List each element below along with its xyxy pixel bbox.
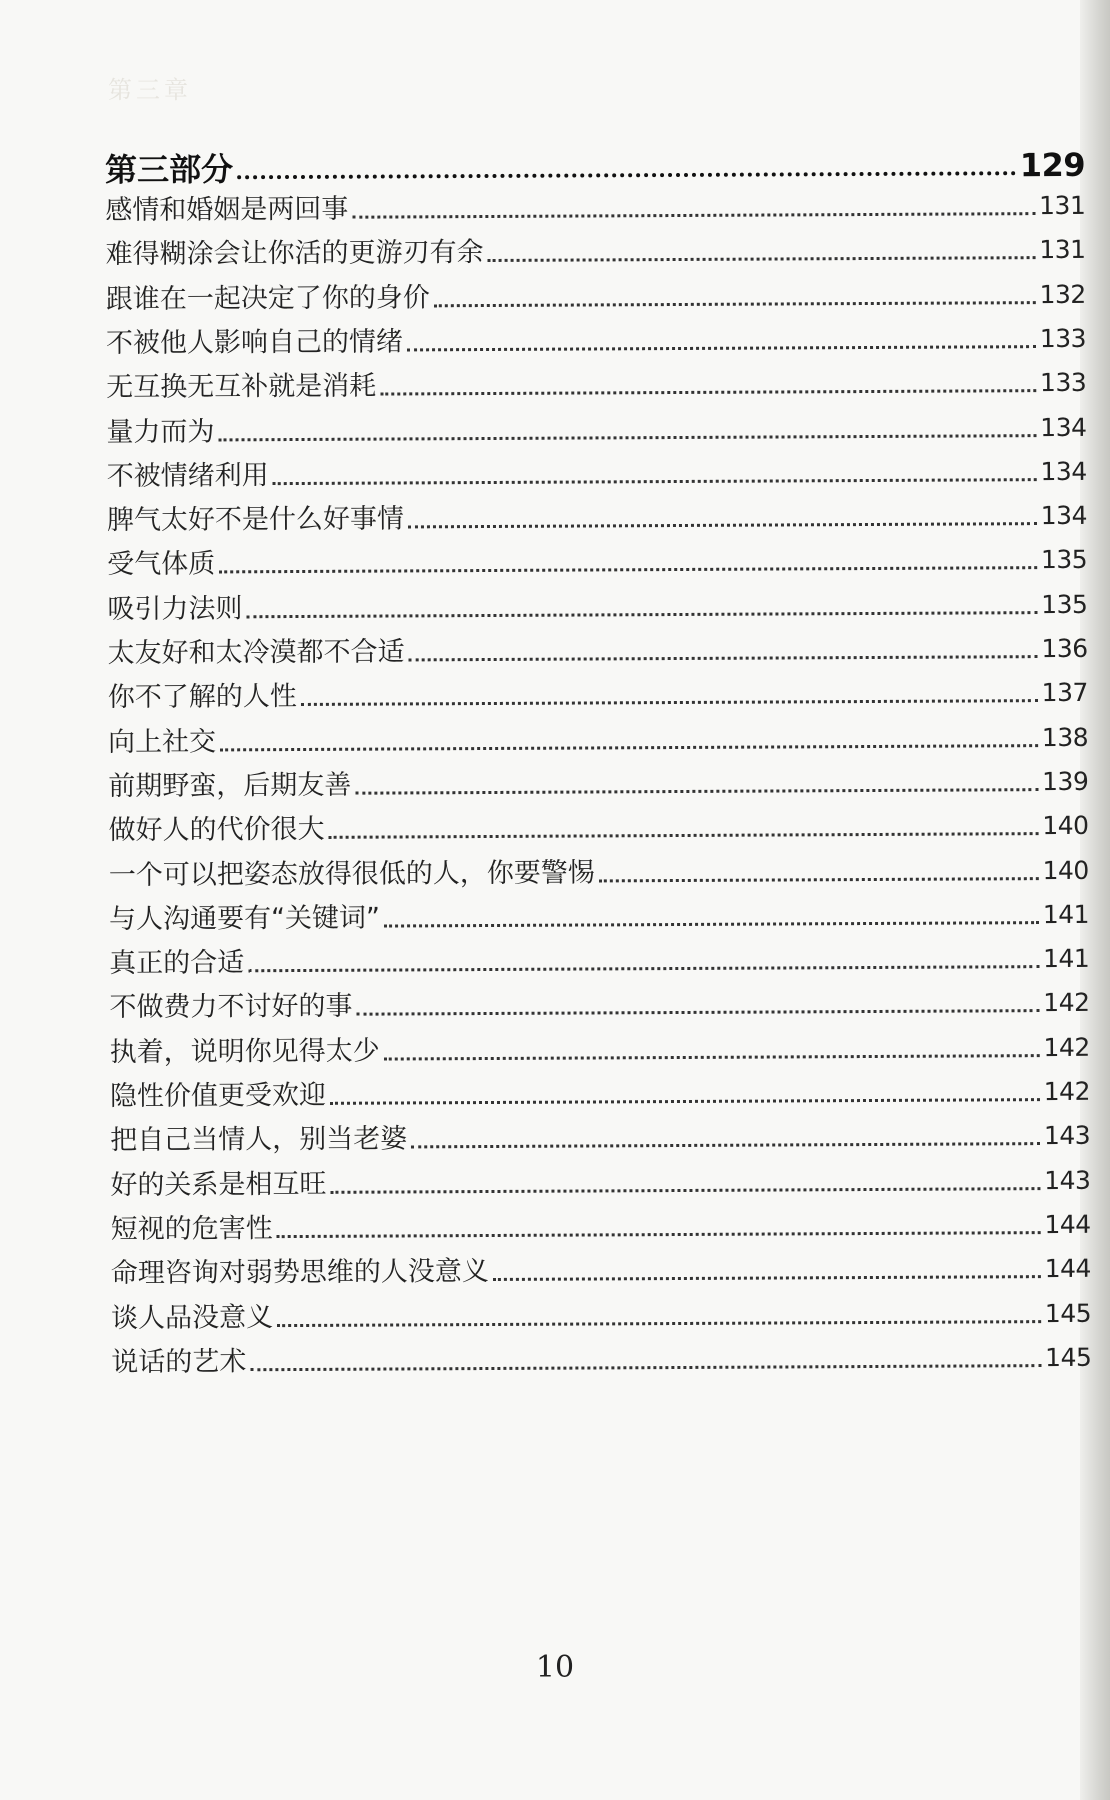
toc-entry-page-number: 135 (1041, 589, 1088, 619)
toc-entry-title: 跟谁在一起决定了你的身价 (105, 281, 430, 315)
toc-entry-page-number: 143 (1044, 1165, 1091, 1195)
toc-entry-title: 谈人品没意义 (111, 1301, 274, 1334)
toc-entry-title: 短视的危害性 (110, 1213, 273, 1245)
toc-entry (106, 322, 1086, 361)
toc-entry (106, 277, 1086, 316)
toc-entry-title: 你不了解的人性 (107, 681, 297, 714)
toc-entry (111, 1341, 1091, 1380)
dot-leader (220, 744, 1038, 751)
toc-entry-page-number: 132 (1039, 279, 1086, 309)
toc-entry (109, 942, 1089, 981)
dot-leader (408, 522, 1037, 528)
toc-entry-title: 把自己当情人，别当老婆 (110, 1123, 408, 1157)
toc-entry (105, 233, 1085, 272)
toc-entry (108, 676, 1088, 715)
toc-entry-title: 前期野蛮，后期友善 (108, 769, 352, 802)
toc-entry-title: 好的关系是相互旺 (110, 1168, 327, 1201)
toc-entry-page-number: 143 (1043, 1121, 1091, 1151)
dot-leader (599, 877, 1039, 882)
dot-leader (301, 699, 1038, 706)
toc-entry-title: 吸引力法则 (107, 592, 243, 625)
dot-leader (407, 345, 1036, 351)
toc-entry-page-number: 139 (1042, 766, 1089, 796)
toc-entry-page-number: 134 (1040, 500, 1088, 531)
toc-entry (107, 588, 1087, 627)
toc-entry-title: 一个可以把姿态放得很低的人，你要警惕 (108, 856, 595, 891)
toc-entry-title: 与人沟通要有“关键词” (108, 902, 381, 935)
toc-entry (108, 765, 1088, 804)
toc-entry (105, 189, 1085, 228)
dot-leader (384, 921, 1039, 927)
toc-entry (107, 455, 1087, 494)
toc-entry (109, 986, 1089, 1025)
dot-leader (277, 1231, 1041, 1238)
toc-entry-title: 真正的合适 (109, 947, 245, 980)
toc-entry-title: 太友好和太冷漠都不合适 (107, 636, 405, 669)
toc-entry-page-number: 141 (1042, 943, 1090, 974)
toc-entry-title: 量力而为 (106, 415, 215, 448)
toc-entry (110, 1163, 1090, 1202)
toc-entry-page-number: 144 (1044, 1254, 1091, 1284)
toc-entry-title: 命理咨询对弱势思维的人没意义 (110, 1256, 489, 1290)
dot-leader (329, 832, 1039, 839)
toc-part-heading (105, 145, 1085, 190)
toc-entry-page-number: 142 (1043, 1032, 1090, 1062)
dot-leader (357, 1010, 1040, 1017)
toc-entry-page-number: 140 (1042, 811, 1089, 841)
toc-entry (111, 1296, 1091, 1335)
toc-entry-page-number: 134 (1040, 412, 1087, 442)
toc-entry (106, 366, 1086, 405)
dot-leader (384, 1054, 1040, 1060)
toc-entry (109, 853, 1089, 892)
dot-leader (277, 1320, 1041, 1327)
dot-leader (355, 788, 1038, 795)
toc-entry-page-number: 140 (1042, 855, 1089, 885)
dot-leader (330, 1098, 1040, 1105)
toc-entry (108, 809, 1088, 848)
toc-entry-page-number: 138 (1041, 722, 1089, 752)
toc-entry-page-number: 133 (1039, 323, 1087, 353)
toc-entry (106, 410, 1086, 449)
toc-entry-title: 感情和婚姻是两回事 (105, 193, 349, 226)
dot-leader (352, 212, 1035, 219)
toc-entry (109, 898, 1089, 937)
table-of-contents (105, 145, 1092, 1570)
toc-part-title: 第三部分 (105, 150, 234, 189)
toc-entry-page-number: 144 (1044, 1209, 1091, 1239)
dot-leader (219, 434, 1037, 441)
toc-entry-page-number: 137 (1041, 678, 1088, 708)
toc-entry (111, 1208, 1091, 1247)
toc-entry-title: 不被情绪利用 (106, 459, 269, 492)
toc-entry-title: 向上社交 (108, 726, 217, 758)
toc-part-page-number: 129 (1019, 145, 1086, 185)
toc-entry-page-number: 133 (1039, 368, 1087, 398)
toc-entry-page-number: 145 (1044, 1298, 1092, 1328)
dot-leader (246, 611, 1037, 618)
toc-entry-title: 脾气太好不是什么好事情 (106, 503, 405, 537)
toc-entry-title: 做好人的代价很大 (108, 814, 325, 847)
dot-leader (237, 171, 1016, 179)
toc-entry-title: 执着，说明你见得太少 (109, 1035, 380, 1068)
toc-entry (110, 1119, 1090, 1158)
toc-entry (107, 499, 1087, 538)
dot-leader (219, 567, 1037, 574)
dot-leader (248, 965, 1039, 972)
dot-leader (488, 256, 1036, 262)
dot-leader (330, 1187, 1040, 1194)
toc-entry-page-number: 142 (1043, 988, 1090, 1018)
toc-entry-page-number: 131 (1039, 190, 1086, 221)
toc-entry (110, 1031, 1090, 1070)
toc-entry-title: 受气体质 (107, 548, 216, 581)
toc-entry-page-number: 134 (1040, 456, 1087, 486)
toc-entry-page-number: 131 (1039, 235, 1086, 265)
dot-leader (250, 1364, 1041, 1371)
toc-entry-title: 隐性价值更受欢迎 (109, 1079, 327, 1112)
toc-entry-title: 无互换无互补就是消耗 (106, 370, 377, 404)
dot-leader (493, 1275, 1041, 1281)
toc-entry-title: 不被他人影响自己的情绪 (105, 326, 404, 359)
toc-entry-page-number: 136 (1041, 633, 1088, 664)
dot-leader (434, 301, 1036, 307)
toc-entry-page-number: 142 (1043, 1076, 1091, 1107)
toc-entry (108, 632, 1088, 671)
toc-entry-title: 说话的艺术 (111, 1346, 247, 1378)
dot-leader (411, 1142, 1040, 1148)
toc-entry (111, 1252, 1091, 1291)
toc-entry-title: 不做费力不讨好的事 (109, 991, 353, 1024)
dot-leader (380, 389, 1036, 395)
toc-entry-page-number: 141 (1042, 899, 1090, 929)
toc-entry (110, 1075, 1090, 1114)
toc-entry-page-number: 145 (1045, 1342, 1092, 1372)
toc-entry (108, 720, 1088, 759)
toc-entry (107, 543, 1087, 582)
page-number: 10 (535, 1650, 575, 1685)
dot-leader (273, 478, 1037, 485)
toc-entry-title: 难得糊涂会让你活的更游刃有余 (105, 237, 484, 271)
dot-leader (409, 655, 1038, 661)
running-head-bleedthrough: 第三章 (108, 76, 192, 104)
toc-entry-page-number: 135 (1040, 545, 1088, 575)
